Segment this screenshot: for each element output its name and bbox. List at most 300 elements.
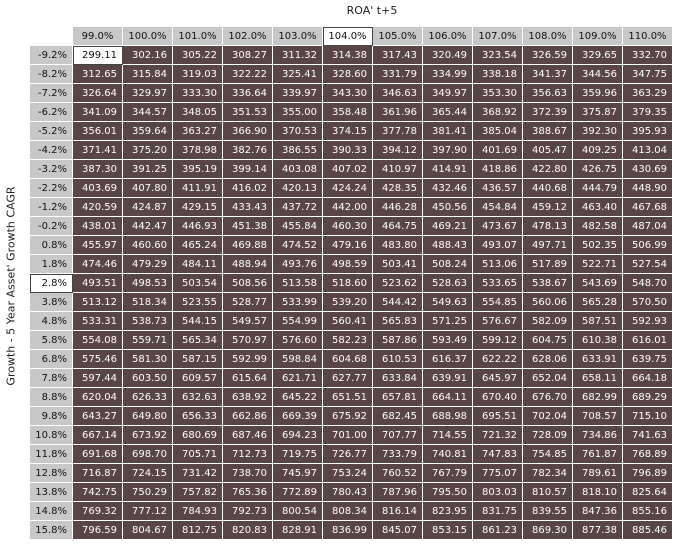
table-cell[interactable]: 385.04 <box>473 122 523 141</box>
row-header-cell[interactable]: 12.8% <box>30 464 73 483</box>
table-cell[interactable]: 432.46 <box>423 179 473 198</box>
table-cell[interactable]: 622.22 <box>473 350 523 369</box>
table-cell[interactable]: 582.23 <box>323 331 373 350</box>
table-cell[interactable]: 391.25 <box>123 160 173 179</box>
table-cell[interactable]: 326.59 <box>523 46 573 65</box>
table-cell[interactable]: 757.82 <box>173 483 223 502</box>
row-header-cell[interactable]: 10.8% <box>30 426 73 445</box>
table-cell[interactable]: 403.69 <box>73 179 123 198</box>
table-cell[interactable]: 742.75 <box>73 483 123 502</box>
table-cell[interactable]: 702.04 <box>523 407 573 426</box>
table-cell[interactable]: 772.89 <box>273 483 323 502</box>
table-cell[interactable]: 386.55 <box>273 141 323 160</box>
table-cell[interactable]: 810.57 <box>523 483 573 502</box>
table-cell[interactable]: 754.85 <box>523 445 573 464</box>
table-cell[interactable]: 538.67 <box>523 274 573 293</box>
table-cell[interactable]: 513.12 <box>73 293 123 312</box>
table-cell[interactable]: 576.60 <box>273 331 323 350</box>
table-cell[interactable]: 816.14 <box>373 502 423 521</box>
table-cell[interactable]: 715.10 <box>623 407 673 426</box>
column-header-cell[interactable]: 102.0% <box>223 27 273 46</box>
table-cell[interactable]: 348.05 <box>173 103 223 122</box>
table-cell[interactable]: 705.71 <box>173 445 223 464</box>
table-cell[interactable]: 565.28 <box>573 293 623 312</box>
table-cell[interactable]: 347.75 <box>623 65 673 84</box>
table-cell[interactable]: 734.86 <box>573 426 623 445</box>
table-cell[interactable]: 714.55 <box>423 426 473 445</box>
table-cell[interactable]: 428.35 <box>373 179 423 198</box>
table-cell[interactable]: 508.56 <box>223 274 273 293</box>
table-cell[interactable]: 503.41 <box>373 255 423 274</box>
table-cell[interactable]: 639.75 <box>623 350 673 369</box>
table-cell[interactable]: 518.34 <box>123 293 173 312</box>
table-cell[interactable]: 392.30 <box>573 122 623 141</box>
table-cell[interactable]: 363.27 <box>173 122 223 141</box>
table-cell[interactable]: 581.30 <box>123 350 173 369</box>
table-cell[interactable]: 388.67 <box>523 122 573 141</box>
table-cell[interactable]: 708.57 <box>573 407 623 426</box>
table-cell[interactable]: 361.96 <box>373 103 423 122</box>
row-header-cell[interactable]: 13.8% <box>30 483 73 502</box>
table-cell[interactable]: 733.79 <box>373 445 423 464</box>
table-cell[interactable]: 424.87 <box>123 198 173 217</box>
column-header-cell[interactable]: 110.0% <box>623 27 673 46</box>
row-header-cell[interactable]: 3.8% <box>30 293 73 312</box>
table-cell[interactable]: 410.97 <box>373 160 423 179</box>
table-cell[interactable]: 433.43 <box>223 198 273 217</box>
table-cell[interactable]: 682.99 <box>573 388 623 407</box>
table-cell[interactable]: 469.88 <box>223 236 273 255</box>
table-cell[interactable]: 549.63 <box>423 293 473 312</box>
row-header-cell[interactable]: 8.8% <box>30 388 73 407</box>
table-cell[interactable]: 533.31 <box>73 312 123 331</box>
table-cell[interactable]: 616.37 <box>423 350 473 369</box>
table-cell[interactable]: 662.86 <box>223 407 273 426</box>
table-cell[interactable]: 498.53 <box>123 274 173 293</box>
table-cell[interactable]: 438.01 <box>73 217 123 236</box>
table-cell[interactable]: 669.39 <box>273 407 323 426</box>
row-header-cell[interactable]: -6.2% <box>30 103 73 122</box>
table-cell[interactable]: 592.99 <box>223 350 273 369</box>
table-cell[interactable]: 493.76 <box>273 255 323 274</box>
table-cell[interactable]: 726.77 <box>323 445 373 464</box>
table-cell[interactable]: 651.51 <box>323 388 373 407</box>
table-cell[interactable]: 533.65 <box>473 274 523 293</box>
table-cell[interactable]: 506.99 <box>623 236 673 255</box>
row-header-cell[interactable]: 5.8% <box>30 331 73 350</box>
table-cell[interactable]: 645.22 <box>273 388 323 407</box>
table-cell[interactable]: 454.84 <box>473 198 523 217</box>
table-cell[interactable]: 691.68 <box>73 445 123 464</box>
table-cell[interactable]: 543.69 <box>573 274 623 293</box>
table-cell[interactable]: 359.96 <box>573 84 623 103</box>
table-cell[interactable]: 615.64 <box>223 369 273 388</box>
table-cell[interactable]: 430.69 <box>623 160 673 179</box>
table-cell[interactable]: 538.73 <box>123 312 173 331</box>
table-cell[interactable]: 424.24 <box>323 179 373 198</box>
table-cell[interactable]: 795.50 <box>423 483 473 502</box>
table-cell[interactable]: 571.25 <box>423 312 473 331</box>
row-header-cell[interactable]: 15.8% <box>30 521 73 540</box>
table-cell[interactable]: 587.51 <box>573 312 623 331</box>
table-cell[interactable]: 343.30 <box>323 84 373 103</box>
table-cell[interactable]: 482.58 <box>573 217 623 236</box>
table-cell[interactable]: 377.78 <box>373 122 423 141</box>
table-cell[interactable]: 395.19 <box>173 160 223 179</box>
table-cell[interactable]: 365.44 <box>423 103 473 122</box>
table-cell[interactable]: 628.06 <box>523 350 573 369</box>
table-cell[interactable]: 479.29 <box>123 255 173 274</box>
table-cell[interactable]: 414.91 <box>423 160 473 179</box>
table-cell[interactable]: 652.04 <box>523 369 573 388</box>
row-header-cell[interactable]: 4.8% <box>30 312 73 331</box>
table-cell[interactable]: 513.06 <box>473 255 523 274</box>
table-cell[interactable]: 474.52 <box>273 236 323 255</box>
table-cell[interactable]: 664.11 <box>423 388 473 407</box>
table-cell[interactable]: 768.89 <box>623 445 673 464</box>
table-cell[interactable]: 701.00 <box>323 426 373 445</box>
table-cell[interactable]: 658.11 <box>573 369 623 388</box>
table-cell[interactable]: 716.87 <box>73 464 123 483</box>
table-cell[interactable]: 523.55 <box>173 293 223 312</box>
table-cell[interactable]: 451.38 <box>223 217 273 236</box>
table-cell[interactable]: 346.63 <box>373 84 423 103</box>
table-cell[interactable]: 609.57 <box>173 369 223 388</box>
table-cell[interactable]: 728.09 <box>523 426 573 445</box>
table-cell[interactable]: 782.34 <box>523 464 573 483</box>
table-cell[interactable]: 493.51 <box>73 274 123 293</box>
table-cell[interactable]: 570.50 <box>623 293 673 312</box>
table-cell[interactable]: 422.80 <box>523 160 573 179</box>
table-cell[interactable]: 823.95 <box>423 502 473 521</box>
table-cell[interactable]: 825.64 <box>623 483 673 502</box>
table-cell[interactable]: 488.94 <box>223 255 273 274</box>
row-header-cell[interactable]: -4.2% <box>30 141 73 160</box>
table-cell[interactable]: 308.27 <box>223 46 273 65</box>
row-header-cell[interactable]: -7.2% <box>30 84 73 103</box>
table-cell[interactable]: 503.54 <box>173 274 223 293</box>
table-cell[interactable]: 416.02 <box>223 179 273 198</box>
table-cell[interactable]: 426.75 <box>573 160 623 179</box>
table-cell[interactable]: 689.29 <box>623 388 673 407</box>
table-cell[interactable]: 311.32 <box>273 46 323 65</box>
table-cell[interactable]: 796.59 <box>73 521 123 540</box>
row-header-cell[interactable]: -9.2% <box>30 46 73 65</box>
table-cell[interactable]: 731.42 <box>173 464 223 483</box>
table-cell[interactable]: 719.75 <box>273 445 323 464</box>
table-cell[interactable]: 554.85 <box>473 293 523 312</box>
table-cell[interactable]: 657.81 <box>373 388 423 407</box>
table-cell[interactable]: 767.79 <box>423 464 473 483</box>
table-cell[interactable]: 312.65 <box>73 65 123 84</box>
table-cell[interactable]: 597.44 <box>73 369 123 388</box>
table-cell[interactable]: 712.73 <box>223 445 273 464</box>
table-cell[interactable]: 656.33 <box>173 407 223 426</box>
table-cell[interactable]: 375.20 <box>123 141 173 160</box>
table-cell[interactable]: 418.86 <box>473 160 523 179</box>
table-cell[interactable]: 366.90 <box>223 122 273 141</box>
table-cell[interactable]: 326.64 <box>73 84 123 103</box>
table-cell[interactable]: 869.30 <box>523 521 573 540</box>
table-cell[interactable]: 464.75 <box>373 217 423 236</box>
table-cell[interactable]: 359.64 <box>123 122 173 141</box>
table-cell[interactable]: 643.27 <box>73 407 123 426</box>
table-cell[interactable]: 694.23 <box>273 426 323 445</box>
table-cell[interactable]: 533.99 <box>273 293 323 312</box>
table-cell[interactable]: 328.60 <box>323 65 373 84</box>
table-cell[interactable]: 667.14 <box>73 426 123 445</box>
table-cell[interactable]: 379.35 <box>623 103 673 122</box>
table-cell[interactable]: 409.25 <box>573 141 623 160</box>
table-cell[interactable]: 789.61 <box>573 464 623 483</box>
table-cell[interactable]: 411.91 <box>173 179 223 198</box>
table-cell[interactable]: 818.10 <box>573 483 623 502</box>
table-cell[interactable]: 407.80 <box>123 179 173 198</box>
table-cell[interactable]: 407.02 <box>323 160 373 179</box>
table-cell[interactable]: 604.75 <box>523 331 573 350</box>
table-cell[interactable]: 831.75 <box>473 502 523 521</box>
table-cell[interactable]: 604.68 <box>323 350 373 369</box>
table-cell[interactable]: 740.81 <box>423 445 473 464</box>
table-cell[interactable]: 836.99 <box>323 521 373 540</box>
table-cell[interactable]: 649.80 <box>123 407 173 426</box>
table-cell[interactable]: 465.24 <box>173 236 223 255</box>
table-cell[interactable]: 522.71 <box>573 255 623 274</box>
table-cell[interactable]: 682.45 <box>373 407 423 426</box>
table-cell[interactable]: 463.40 <box>573 198 623 217</box>
table-cell[interactable]: 437.72 <box>273 198 323 217</box>
column-header-cell[interactable]: 104.0% <box>323 27 373 46</box>
table-cell[interactable]: 399.14 <box>223 160 273 179</box>
table-cell[interactable]: 847.36 <box>573 502 623 521</box>
table-cell[interactable]: 302.16 <box>123 46 173 65</box>
table-cell[interactable]: 745.97 <box>273 464 323 483</box>
table-cell[interactable]: 460.30 <box>323 217 373 236</box>
row-header-cell[interactable]: -5.2% <box>30 122 73 141</box>
table-cell[interactable]: 368.92 <box>473 103 523 122</box>
table-cell[interactable]: 474.46 <box>73 255 123 274</box>
table-cell[interactable]: 397.90 <box>423 141 473 160</box>
row-header-cell[interactable]: -2.2% <box>30 179 73 198</box>
table-cell[interactable]: 885.46 <box>623 521 673 540</box>
table-cell[interactable]: 765.36 <box>223 483 273 502</box>
table-cell[interactable]: 633.91 <box>573 350 623 369</box>
table-cell[interactable]: 523.62 <box>373 274 423 293</box>
table-cell[interactable]: 356.01 <box>73 122 123 141</box>
table-cell[interactable]: 334.99 <box>423 65 473 84</box>
table-cell[interactable]: 405.47 <box>523 141 573 160</box>
table-cell[interactable]: 554.99 <box>273 312 323 331</box>
table-cell[interactable]: 299.11 <box>73 46 123 65</box>
table-cell[interactable]: 344.57 <box>123 103 173 122</box>
table-cell[interactable]: 372.39 <box>523 103 573 122</box>
table-cell[interactable]: 603.50 <box>123 369 173 388</box>
table-cell[interactable]: 800.54 <box>273 502 323 521</box>
table-cell[interactable]: 675.92 <box>323 407 373 426</box>
table-cell[interactable]: 610.53 <box>373 350 423 369</box>
table-cell[interactable]: 587.15 <box>173 350 223 369</box>
table-cell[interactable]: 401.69 <box>473 141 523 160</box>
table-cell[interactable]: 459.12 <box>523 198 573 217</box>
table-cell[interactable]: 374.15 <box>323 122 373 141</box>
table-cell[interactable]: 582.09 <box>523 312 573 331</box>
table-cell[interactable]: 395.93 <box>623 122 673 141</box>
row-header-cell[interactable]: 14.8% <box>30 502 73 521</box>
table-cell[interactable]: 598.84 <box>273 350 323 369</box>
table-cell[interactable]: 753.24 <box>323 464 373 483</box>
table-cell[interactable]: 488.43 <box>423 236 473 255</box>
table-cell[interactable]: 403.08 <box>273 160 323 179</box>
table-cell[interactable]: 747.83 <box>473 445 523 464</box>
table-cell[interactable]: 599.12 <box>473 331 523 350</box>
table-cell[interactable]: 370.53 <box>273 122 323 141</box>
table-cell[interactable]: 695.51 <box>473 407 523 426</box>
table-cell[interactable]: 559.71 <box>123 331 173 350</box>
table-cell[interactable]: 560.06 <box>523 293 573 312</box>
table-cell[interactable]: 355.00 <box>273 103 323 122</box>
table-cell[interactable]: 576.67 <box>473 312 523 331</box>
table-cell[interactable]: 320.49 <box>423 46 473 65</box>
row-header-cell[interactable]: 1.8% <box>30 255 73 274</box>
table-cell[interactable]: 845.07 <box>373 521 423 540</box>
table-cell[interactable]: 351.53 <box>223 103 273 122</box>
table-cell[interactable]: 469.21 <box>423 217 473 236</box>
row-header-cell[interactable]: -0.2% <box>30 217 73 236</box>
table-cell[interactable]: 440.68 <box>523 179 573 198</box>
column-header-cell[interactable]: 99.0% <box>73 27 123 46</box>
table-cell[interactable]: 688.98 <box>423 407 473 426</box>
table-cell[interactable]: 544.42 <box>373 293 423 312</box>
table-cell[interactable]: 620.04 <box>73 388 123 407</box>
table-cell[interactable]: 528.77 <box>223 293 273 312</box>
table-cell[interactable]: 565.34 <box>173 331 223 350</box>
row-header-cell[interactable]: 0.8% <box>30 236 73 255</box>
table-cell[interactable]: 784.93 <box>173 502 223 521</box>
table-cell[interactable]: 664.18 <box>623 369 673 388</box>
table-cell[interactable]: 487.04 <box>623 217 673 236</box>
table-cell[interactable]: 587.86 <box>373 331 423 350</box>
table-cell[interactable]: 616.01 <box>623 331 673 350</box>
table-cell[interactable]: 539.20 <box>323 293 373 312</box>
table-cell[interactable]: 413.04 <box>623 141 673 160</box>
table-cell[interactable]: 528.63 <box>423 274 473 293</box>
table-cell[interactable]: 680.69 <box>173 426 223 445</box>
table-cell[interactable]: 338.18 <box>473 65 523 84</box>
column-header-cell[interactable]: 105.0% <box>373 27 423 46</box>
table-cell[interactable]: 353.30 <box>473 84 523 103</box>
table-cell[interactable]: 707.77 <box>373 426 423 445</box>
table-cell[interactable]: 861.23 <box>473 521 523 540</box>
table-cell[interactable]: 839.55 <box>523 502 573 521</box>
table-cell[interactable]: 670.40 <box>473 388 523 407</box>
table-cell[interactable]: 527.54 <box>623 255 673 274</box>
table-cell[interactable]: 780.43 <box>323 483 373 502</box>
table-cell[interactable]: 738.70 <box>223 464 273 483</box>
table-cell[interactable]: 877.38 <box>573 521 623 540</box>
table-cell[interactable]: 358.48 <box>323 103 373 122</box>
column-header-cell[interactable]: 103.0% <box>273 27 323 46</box>
table-cell[interactable]: 356.63 <box>523 84 573 103</box>
table-cell[interactable]: 446.28 <box>373 198 423 217</box>
row-header-cell[interactable]: -3.2% <box>30 160 73 179</box>
row-header-cell[interactable]: 9.8% <box>30 407 73 426</box>
row-header-cell[interactable]: 7.8% <box>30 369 73 388</box>
table-cell[interactable]: 478.13 <box>523 217 573 236</box>
table-cell[interactable]: 828.91 <box>273 521 323 540</box>
table-cell[interactable]: 420.59 <box>73 198 123 217</box>
table-cell[interactable]: 517.89 <box>523 255 573 274</box>
table-cell[interactable]: 363.29 <box>623 84 673 103</box>
table-cell[interactable]: 483.80 <box>373 236 423 255</box>
table-cell[interactable]: 676.70 <box>523 388 573 407</box>
table-cell[interactable]: 442.47 <box>123 217 173 236</box>
table-cell[interactable]: 808.34 <box>323 502 373 521</box>
table-cell[interactable]: 448.90 <box>623 179 673 198</box>
table-cell[interactable]: 750.29 <box>123 483 173 502</box>
table-cell[interactable]: 575.46 <box>73 350 123 369</box>
table-cell[interactable]: 315.84 <box>123 65 173 84</box>
table-cell[interactable]: 673.92 <box>123 426 173 445</box>
table-cell[interactable]: 329.65 <box>573 46 623 65</box>
row-header-cell[interactable]: 11.8% <box>30 445 73 464</box>
table-cell[interactable]: 502.35 <box>573 236 623 255</box>
table-cell[interactable]: 341.37 <box>523 65 573 84</box>
row-header-cell[interactable]: 6.8% <box>30 350 73 369</box>
table-cell[interactable]: 626.33 <box>123 388 173 407</box>
table-cell[interactable]: 787.96 <box>373 483 423 502</box>
table-cell[interactable]: 420.13 <box>273 179 323 198</box>
table-cell[interactable]: 484.11 <box>173 255 223 274</box>
table-cell[interactable]: 627.77 <box>323 369 373 388</box>
table-cell[interactable]: 339.97 <box>273 84 323 103</box>
column-header-cell[interactable]: 100.0% <box>123 27 173 46</box>
column-header-cell[interactable]: 106.0% <box>423 27 473 46</box>
table-cell[interactable]: 593.49 <box>423 331 473 350</box>
table-cell[interactable]: 444.79 <box>573 179 623 198</box>
table-cell[interactable]: 638.92 <box>223 388 273 407</box>
row-header-cell[interactable]: -1.2% <box>30 198 73 217</box>
table-cell[interactable]: 855.16 <box>623 502 673 521</box>
table-cell[interactable]: 473.67 <box>473 217 523 236</box>
table-cell[interactable]: 493.07 <box>473 236 523 255</box>
table-cell[interactable]: 812.75 <box>173 521 223 540</box>
column-header-cell[interactable]: 109.0% <box>573 27 623 46</box>
table-cell[interactable]: 560.41 <box>323 312 373 331</box>
table-cell[interactable]: 853.15 <box>423 521 473 540</box>
table-cell[interactable]: 548.70 <box>623 274 673 293</box>
table-cell[interactable]: 775.07 <box>473 464 523 483</box>
table-cell[interactable]: 333.30 <box>173 84 223 103</box>
table-cell[interactable]: 792.73 <box>223 502 273 521</box>
column-header-cell[interactable]: 108.0% <box>523 27 573 46</box>
table-cell[interactable]: 761.87 <box>573 445 623 464</box>
table-cell[interactable]: 518.60 <box>323 274 373 293</box>
table-cell[interactable]: 687.46 <box>223 426 273 445</box>
table-cell[interactable]: 455.97 <box>73 236 123 255</box>
table-cell[interactable]: 371.41 <box>73 141 123 160</box>
table-cell[interactable]: 382.76 <box>223 141 273 160</box>
table-cell[interactable]: 442.00 <box>323 198 373 217</box>
table-cell[interactable]: 769.32 <box>73 502 123 521</box>
table-cell[interactable]: 344.56 <box>573 65 623 84</box>
row-header-cell[interactable]: -8.2% <box>30 65 73 84</box>
table-cell[interactable]: 508.24 <box>423 255 473 274</box>
table-cell[interactable]: 460.60 <box>123 236 173 255</box>
table-cell[interactable]: 549.57 <box>223 312 273 331</box>
table-cell[interactable]: 331.79 <box>373 65 423 84</box>
table-cell[interactable]: 721.32 <box>473 426 523 445</box>
table-cell[interactable]: 554.08 <box>73 331 123 350</box>
